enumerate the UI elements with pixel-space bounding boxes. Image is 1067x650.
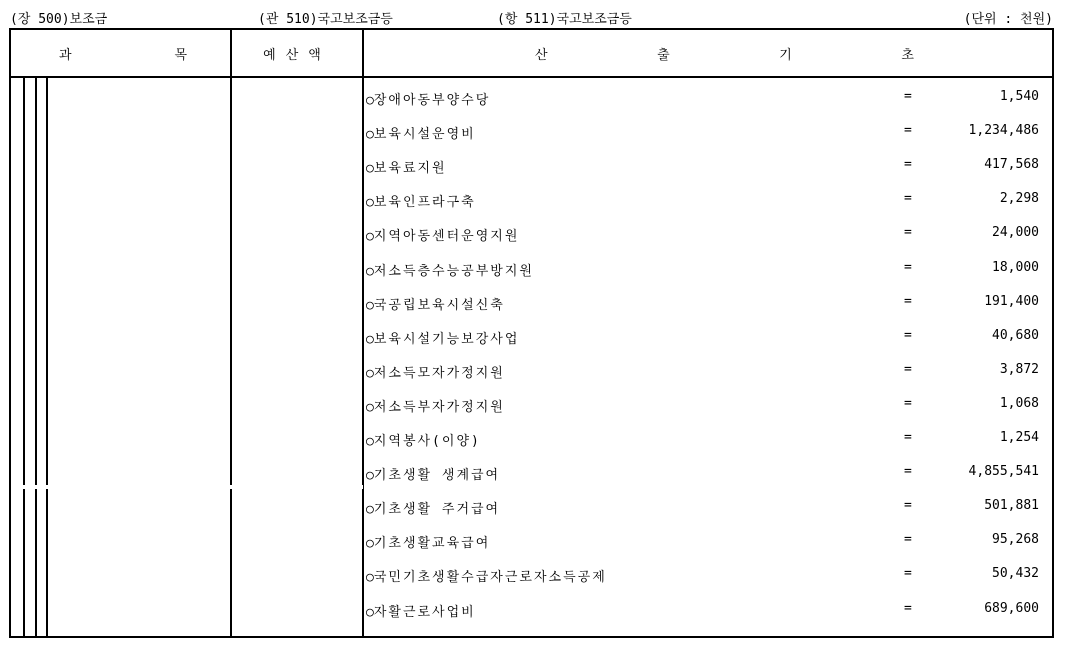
column-header-gwamok-part: 과 [59,47,72,63]
column-header-budget: 예산액 [263,47,331,63]
item-name [366,225,519,244]
item-name [366,260,534,279]
budget-table [9,28,1054,638]
circle-bullet-icon: ○ [366,297,374,313]
equals-sign: = [904,430,912,445]
circle-bullet-icon: ○ [366,604,374,620]
header-jang: (장 500)보조금 [10,12,108,27]
equals-sign: = [904,464,912,480]
column-header-basis-part: 산 [535,47,548,63]
item-name [366,601,476,620]
table-row [364,285,1054,319]
item-label: 저소득부자가정지원 [373,399,505,415]
circle-bullet-icon: ○ [366,570,374,586]
item-amount: 1,234,486 [968,123,1039,139]
table-row [364,319,1054,353]
item-label: 저소득층수능공부방지원 [373,263,534,279]
item-amount: 95,268 [992,532,1039,548]
table-row [364,182,1054,216]
item-amount: 1,540 [999,89,1039,104]
subject-level-line [46,78,48,638]
item-amount: 2,298 [999,191,1039,207]
item-label: 국민기초생활수급자근로자소득공제 [373,570,607,586]
table-row [364,114,1054,148]
item-name [366,532,490,551]
item-amount: 501,881 [984,498,1039,514]
item-name [366,123,476,142]
item-name [366,430,481,449]
item-label: 보육시설기능보강사업 [373,331,520,347]
item-label: 지역아동센터운영지원 [373,229,520,245]
item-label: 저소득모자가정지원 [373,365,505,381]
circle-bullet-icon: ○ [366,93,374,108]
equals-sign: = [904,395,912,411]
continuation-gap [11,485,363,489]
table-row [364,216,1054,250]
item-name [366,498,500,517]
table-row [364,421,1054,455]
equals-sign: = [904,532,912,548]
item-name [366,396,505,415]
item-amount: 191,400 [984,293,1039,309]
table-row [364,592,1054,626]
item-amount: 50,432 [992,566,1039,582]
subject-level-line [23,78,25,638]
table-row [364,523,1054,557]
table-row [364,251,1054,285]
equals-sign: = [904,327,912,343]
item-label: 보육시설운영비 [373,127,476,143]
item-label: 기초생활교육급여 [373,536,491,552]
equals-sign: = [904,123,912,139]
subject-level-line [35,78,37,638]
item-label: 보육인프라구축 [373,195,476,211]
table-row [364,80,1054,114]
circle-bullet-icon: ○ [366,127,374,143]
item-label: 장애아동부양수당 [373,93,491,108]
table-row [364,387,1054,421]
item-amount: 4,855,541 [968,464,1039,480]
header-divider [11,76,1054,78]
table-row [364,489,1054,523]
header-hang: (항 511)국고보조금등 [497,12,632,27]
equals-sign: = [904,498,912,514]
equals-sign: = [904,566,912,582]
equals-sign: = [904,225,912,241]
item-name [366,464,500,483]
item-label: 자활근로사업비 [373,604,476,620]
equals-sign: = [904,89,912,104]
item-amount: 689,600 [984,600,1039,616]
item-amount: 24,000 [992,225,1039,241]
header-gwan: (관 510)국고보조금등 [258,12,393,27]
item-amount: 40,680 [992,327,1039,343]
item-amount: 18,000 [992,259,1039,275]
circle-bullet-icon: ○ [366,399,374,415]
column-header-basis-part: 초 [901,47,914,63]
circle-bullet-icon: ○ [366,536,374,552]
table-row [364,557,1054,591]
equals-sign: = [904,157,912,173]
circle-bullet-icon: ○ [366,331,374,347]
circle-bullet-icon: ○ [366,229,374,245]
equals-sign: = [904,293,912,309]
item-name [366,328,519,347]
item-label: 보육료지원 [373,161,447,177]
item-label: 기초생활 생계급여 [373,468,501,484]
item-name [366,191,476,210]
item-name [366,362,505,381]
item-amount: 1,068 [999,395,1039,411]
column-header-basis-part: 출 [657,47,670,63]
circle-bullet-icon: ○ [366,434,374,449]
column-header-gwamok [11,30,231,76]
equals-sign: = [904,259,912,275]
circle-bullet-icon: ○ [366,502,374,518]
column-divider [230,30,232,638]
circle-bullet-icon: ○ [366,365,374,381]
table-row [364,148,1054,182]
circle-bullet-icon: ○ [366,263,374,279]
item-amount: 3,872 [999,361,1039,377]
item-name [366,566,607,585]
equals-sign: = [904,361,912,377]
table-row [364,455,1054,489]
equals-sign: = [904,600,912,616]
item-name [366,294,505,313]
table-row [364,353,1054,387]
item-label: 기초생활 주거급여 [373,502,501,518]
column-header-basis [363,30,1054,76]
unit-label: (단위 : 천원) [963,12,1053,27]
item-name [366,89,490,108]
item-label: 지역봉사(이양) [373,434,481,449]
item-label: 국공립보육시설신축 [373,297,505,313]
circle-bullet-icon: ○ [366,195,374,211]
equals-sign: = [904,191,912,207]
item-name [366,157,447,176]
circle-bullet-icon: ○ [366,468,374,484]
circle-bullet-icon: ○ [366,161,374,177]
item-amount: 417,568 [984,157,1039,173]
column-header-basis-part: 기 [779,47,792,63]
item-amount: 1,254 [999,430,1039,445]
column-header-gwamok-part: 목 [174,47,187,63]
